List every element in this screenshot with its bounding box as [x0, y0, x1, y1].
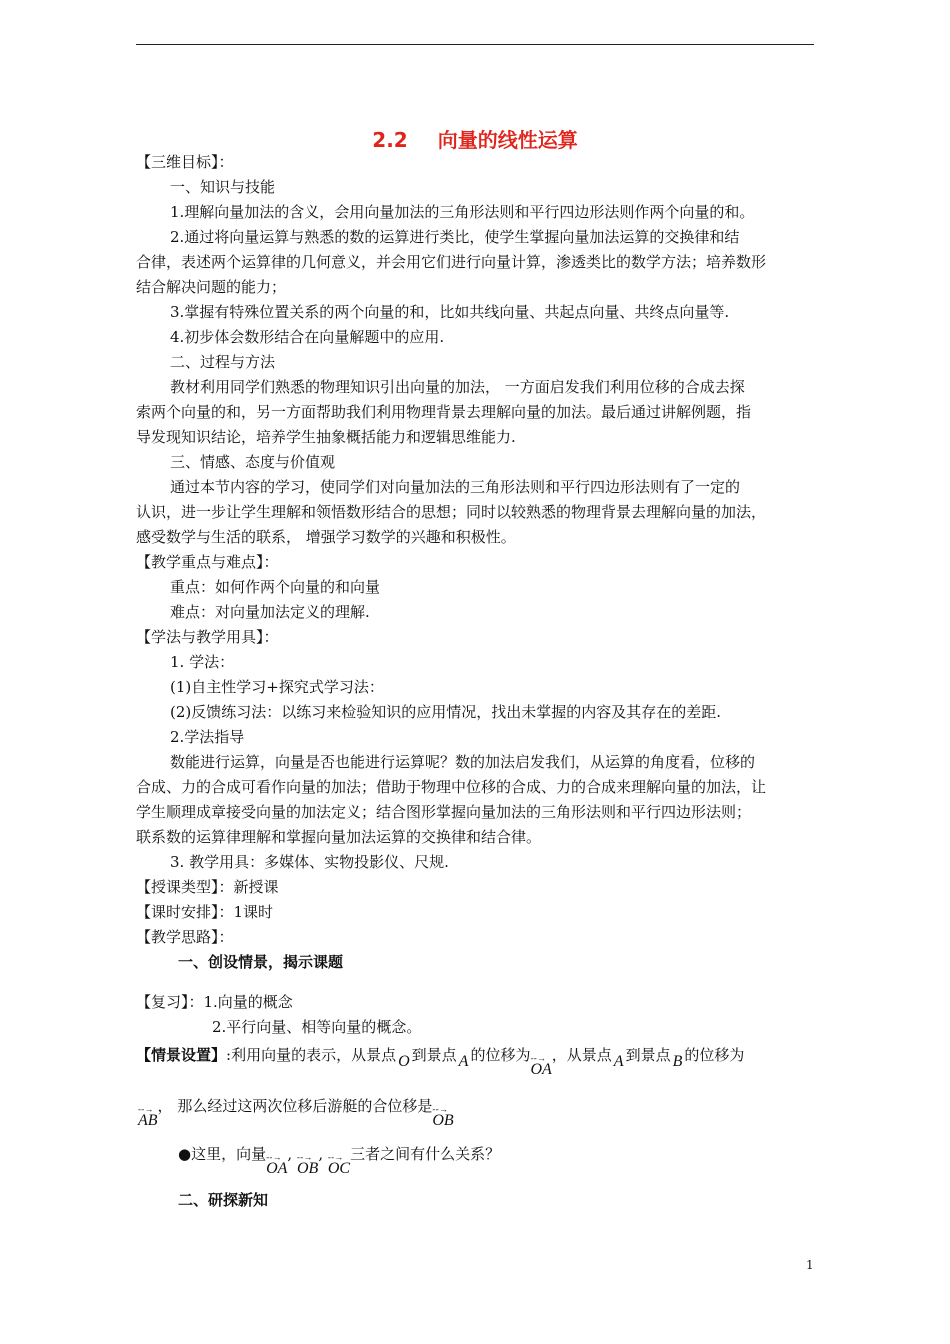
text-line: 1.理解向量加法的含义，会用向量加法的三角形法则和平行四边形法则作两个向量的和。	[170, 203, 755, 221]
text-line: 导发现知识结论，培养学生抽象概括能力和逻辑思维能力.	[136, 428, 516, 446]
page-number: 1	[806, 1258, 814, 1272]
question-line	[178, 1144, 500, 1179]
text-line: 1. 学法：	[170, 653, 235, 671]
question-text: ●这里，向量	[178, 1145, 267, 1163]
text-line: 感受数学与生活的联系， 增强学习数学的兴趣和积极性。	[136, 528, 516, 546]
text-line: (1)自主性学习+探究式学习法：	[170, 678, 384, 696]
heading-schedule: 【课时安排】：1课时	[136, 903, 274, 921]
text-line: 3.掌握有特殊位置关系的两个向量的和，比如共线向量、共起点向量、共终点向量等.	[170, 303, 730, 321]
review-line: 2.平行向量、相等向量的概念。	[212, 1018, 422, 1036]
section-heading-new-knowledge: 二、研探新知	[178, 1191, 269, 1209]
comma: ,	[318, 1145, 324, 1163]
text-line: 3. 教学用具：多媒体、实物投影仪、尺规.	[170, 853, 449, 871]
text-line: 合律，表述两个运算律的几何意义，并会用它们进行向量计算，渗透类比的数学方法；培养数形	[136, 253, 767, 271]
scene-text: ，从景点	[551, 1046, 612, 1064]
page-title	[0, 124, 950, 153]
scene-text: 到景点	[411, 1046, 457, 1064]
question-text: 三者之间有什么关系？	[350, 1145, 501, 1163]
section-heading-intro: 一、创设情景，揭示课题	[178, 953, 344, 971]
scene-text: 到景点	[625, 1046, 671, 1064]
text-line: 合成、力的合成可看作向量的加法；借助于物理中位移的合成、力的合成来理解向量的加法，让	[136, 778, 767, 796]
heading-objectives: 【三维目标】：	[136, 153, 234, 171]
subheading-attitude: 三、情感、态度与价值观	[170, 453, 336, 471]
scene-text: 的位移为	[684, 1046, 745, 1064]
text-line: 认识，进一步让学生理解和领悟数形结合的思想；同时以较熟悉的物理背景去理解向量的加法，	[136, 503, 767, 521]
point-o: O	[398, 1053, 410, 1070]
vector-oa: - - → OA	[530, 1056, 551, 1080]
text-line: 联系数的运算律理解和掌握向量加法运算的交换律和结合律。	[136, 828, 542, 846]
point-a: A	[458, 1053, 469, 1070]
subheading-process: 二、过程与方法	[170, 353, 276, 371]
point-a: A	[613, 1053, 624, 1070]
heading-key-points: 【教学重点与难点】：	[136, 553, 279, 571]
vector-oc: - - → OC	[328, 1155, 350, 1179]
vector-ob: - - → OB	[297, 1155, 318, 1179]
section-number: 2.2	[372, 128, 408, 152]
subheading-knowledge: 一、知识与技能	[170, 178, 276, 196]
text-line: 重点：如何作两个向量的和向量	[170, 578, 381, 596]
text-line: 学生顺理成章接受向量的加法定义；结合图形掌握向量加法的三角形法则和平行四边形法则；	[136, 803, 752, 821]
text-line: 教材利用同学们熟悉的物理知识引出向量的加法， 一方面启发我们利用位移的合成去探	[170, 378, 745, 396]
scene-line-2	[138, 1096, 454, 1131]
text-line: (2)反馈练习法：以练习来检验知识的应用情况，找出未掌握的内容及其存在的差距.	[170, 703, 722, 721]
header-rule	[136, 44, 814, 45]
text-line: 数能进行运算，向量是否也能进行运算呢？数的加法启发我们，从运算的角度看，位移的	[170, 753, 756, 771]
scene-text: ， 那么经过这两次位移后游艇的合位移是	[157, 1097, 433, 1115]
text-line: 通过本节内容的学习，使同学们对向量加法的三角形法则和平行四边形法则有了一定的	[170, 478, 741, 496]
point-b: B	[672, 1053, 683, 1070]
text-line: 4.初步体会数形结合在向量解题中的应用.	[170, 328, 445, 346]
text-line: 难点：对向量加法定义的理解.	[170, 603, 370, 621]
vector-oa: - - → OA	[266, 1155, 287, 1179]
heading-methods: 【学法与教学用具】：	[136, 628, 279, 646]
text-line: 2.通过将向量运算与熟悉的数的运算进行类比，使学生掌握向量加法运算的交换律和结	[170, 228, 740, 246]
vector-ob: - - → OB	[432, 1107, 453, 1131]
heading-teaching-plan: 【教学思路】：	[136, 928, 234, 946]
text-line: 索两个向量的和，另一方面帮助我们利用物理背景去理解向量的加法。最后通过讲解例题，指	[136, 403, 752, 421]
text-line: 结合解决问题的能力；	[136, 278, 287, 296]
comma: ,	[287, 1145, 293, 1163]
section-title: 向量的线性运算	[437, 128, 578, 152]
scene-line-1	[136, 1045, 744, 1080]
scene-label: 【情景设置】	[136, 1046, 227, 1064]
vector-ab: - - → AB	[138, 1107, 158, 1131]
heading-lesson-type: 【授课类型】：新授课	[136, 878, 279, 896]
text-line: 2.学法指导	[170, 728, 245, 746]
scene-text: :利用向量的表示，从景点	[226, 1046, 397, 1064]
scene-text: 的位移为	[470, 1046, 531, 1064]
review-line: 【复习】：1.向量的概念	[136, 993, 293, 1011]
